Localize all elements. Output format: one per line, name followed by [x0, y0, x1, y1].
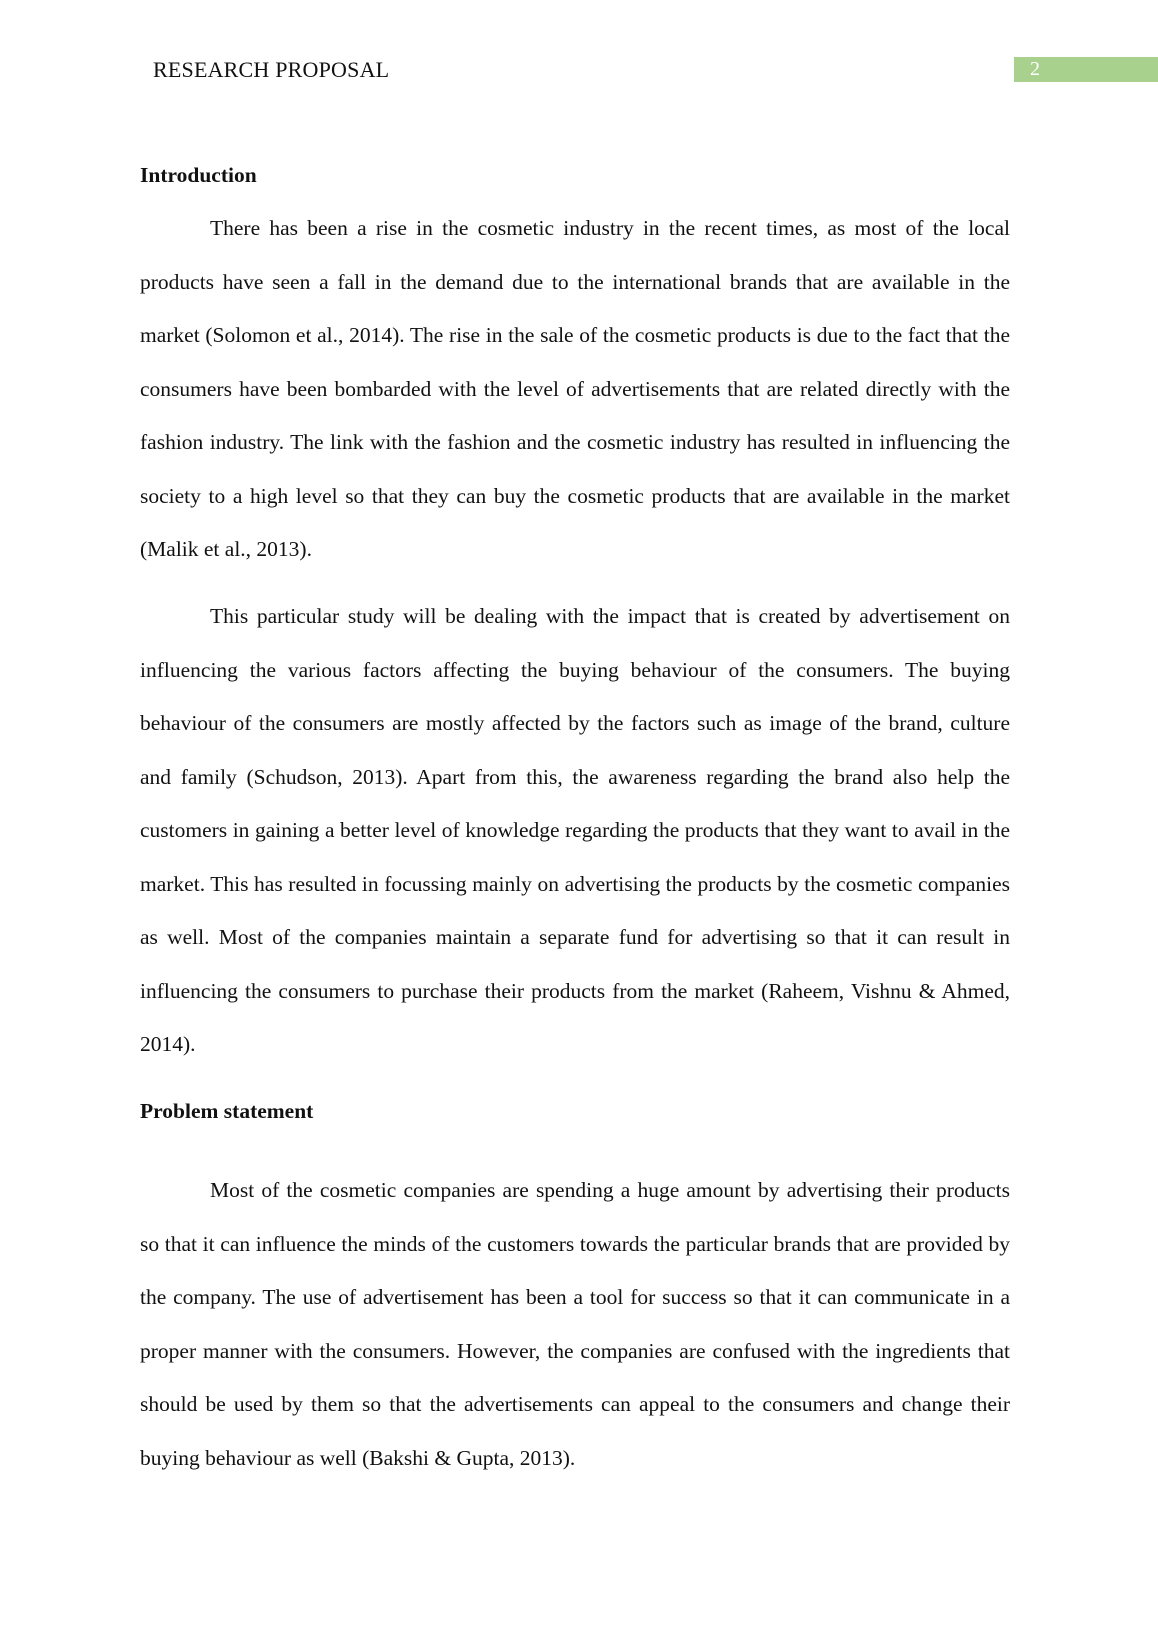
page-number-badge — [1014, 57, 1158, 82]
paragraph: This particular study will be dealing with the impact that is created by advertisement on influencing the various factors affecting the buying behaviour of the consumers. The buying behaviour of the consumers are mostly affected by the factors such as image of the brand, culture and family (Schudson, 2013). Apart from this, the awareness regarding the brand also help the customers in gaining a better level of knowledge regarding the products that they want to avail in the market. This has resulted in focussing mainly on advertising the products by the cosmetic companies as well. Most of the companies maintain a separate fund for advertising so that it can result in influencing the consumers to purchase their products from the market (Raheem, Vishnu & Ahmed, 2014). — [140, 604, 1010, 1056]
paragraph: Most of the cosmetic companies are spending a huge amount by advertising their products so that it can influence the minds of the customers towards the particular brands that are provided by the company. The use of advertisement has been a tool for success so that it can communicate in a proper manner with the consumers. However, the companies are confused with the ingredients that should be used by them so that the advertisements can appeal to the consumers and change their buying behaviour as well (Bakshi & Gupta, 2013). — [140, 1178, 1010, 1470]
paragraph: There has been a rise in the cosmetic industry in the recent times, as most of the local products have seen a fall in the demand due to the international brands that are available in the market (Solomon et al., 2014). The rise in the sale of the cosmetic products is due to the fact that the consumers have been bombarded with the level of advertisements that are related directly with the fashion industry. The link with the fashion and the cosmetic industry has resulted in influencing the society to a high level so that they can buy the cosmetic products that are available in the market (Malik et al., 2013). — [140, 216, 1010, 561]
page-number: 2 — [1030, 58, 1040, 80]
problem-statement-paragraph — [140, 1164, 1010, 1485]
section-heading-problem-statement: Problem statement — [140, 1099, 314, 1123]
introduction-paragraph-1 — [140, 202, 1010, 577]
section-heading-introduction: Introduction — [140, 163, 257, 187]
running-header-title: RESEARCH PROPOSAL — [153, 57, 390, 82]
introduction-paragraph-2 — [140, 590, 1010, 1072]
